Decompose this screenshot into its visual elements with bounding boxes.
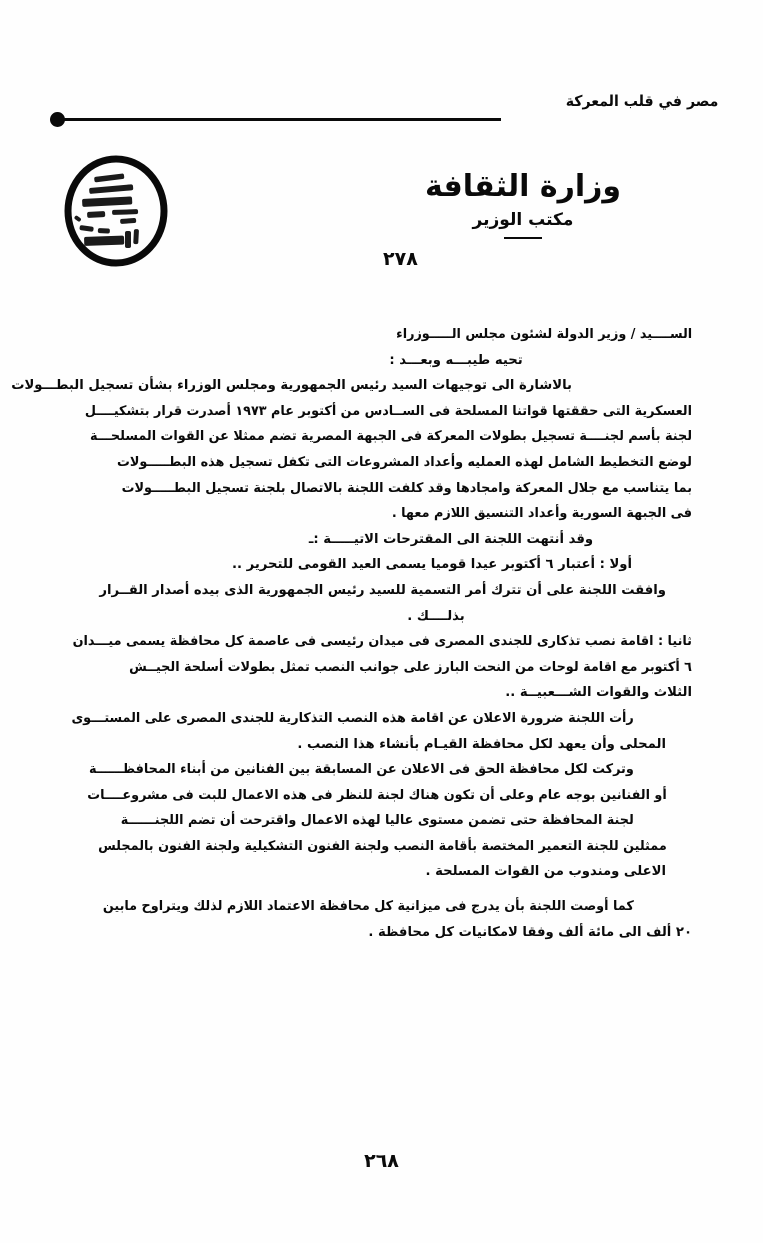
ministry-heading — [373, 168, 673, 239]
body-line: وقد أنتهت اللجنة الى المقترحات الاتيـــــة :ـ — [308, 531, 594, 547]
body-line: بالاشارة الى توجيهات السيد رئيس الجمهورية ومجلس الوزراء بشأن تسجيل البطـــولات — [11, 378, 572, 394]
body-line: لوضع التخطيط الشامل لهذه العمليه وأعداد المشروعات التى تكفل تسجيل هذه البطـــــولات — [117, 454, 693, 470]
body-line: المحلى وأن يعهد لكل محافظة القيـام بأنشاء هذا النصب . — [297, 736, 666, 752]
body-line: بما يتناسب مع جلال المعركة وامجادها وقد كلفت اللجنة بالاتصال بلجنة تسجيل البطـــــولات — [121, 480, 693, 496]
body-line: فى الجبهة السورية وأعداد التنسيق اللازم معها . — [391, 506, 692, 522]
ministry-office: مكتب الوزير — [472, 209, 574, 230]
letter-body — [11, 322, 693, 945]
body-line: ٦ أكتوبر مع اقامة لوحات من النحت البارز على جوانب النصب تمثل بطولات أسلحة الجيــش — [129, 659, 692, 675]
greeting-line: تحيه طيبـــه وبعـــد : — [389, 352, 523, 368]
running-header-title: مصر في قلب المعركة — [565, 92, 718, 110]
document-number: ٢٧٨ — [383, 248, 418, 270]
body-line: لجنة المحافظة حتى تضمن مستوى عاليا لهذه الاعمال واقترحت أن تضم اللجنــــــة — [120, 813, 634, 829]
page-number: ٢٦٨ — [364, 1150, 399, 1172]
body-line: كما أوصت اللجنة بأن يدرج فى ميزانية كل محافظة الاعتماد اللازم لذلك ويتراوح مابين — [102, 899, 634, 915]
running-header — [50, 92, 718, 132]
body-line: رأت اللجنة ضرورة الاعلان عن اقامة هذه النصب التذكارية للجندى المصرى على المستـــوى — [71, 710, 634, 726]
body-line: ممثلين للجنة التعمير المختصة بأقامة النصب ولجنة الفنون التشكيلية ولجنة الفنون بالمجلس — [98, 838, 667, 854]
header-bullet-dot — [50, 112, 65, 127]
body-line: وتركت لكل محافظة الحق فى الاعلان عن المسابقة بين الفنانين من أبناء المحافظــــــة — [89, 762, 634, 778]
body-line: الاعلى ومندوب من القوات المسلحة . — [425, 864, 666, 880]
body-line: الثلاث والقوات الشـــعبيــة .. — [505, 685, 692, 701]
proposal-second-line: ثانيا : اقامة نصب تذكارى للجندى المصرى فى ميدان رئيسى فى عاصمة كل محافظة يسمى ميـــدان — [72, 634, 692, 650]
ministry-name: وزارة الثقافة — [424, 169, 622, 204]
ministry-underline-rule — [504, 237, 542, 240]
proposal-first-line: أولا : أعتبار ٦ أكتوبر عيدا قوميا يسمى العيد القومى للتحرير .. — [232, 557, 632, 573]
body-line: لجنة بأسم لجنــــة تسجيل بطولات المعركة فى الجبهة المصرية تضم ممثلا عن القوات المسلحـــة — [90, 429, 692, 445]
body-line: بذلــــك . — [407, 608, 465, 624]
body-line: أو الفنانين بوجه عام وعلى أن تكون هناك لجنة للنظر فى هذه الاعمال للبت فى مشروعــــات — [87, 787, 667, 803]
body-line: العسكرية التى حققتها قواتنا المسلحة فى الســادس من أكتوبر عام ١٩٧٣ أصدرت قرار بتشكيــــل — [84, 403, 692, 419]
header-rule — [56, 118, 501, 121]
body-line: وافقت اللجنة على أن تترك أمر التسمية للسيد رئيس الجمهورية الذى بيده أصدار القــرار — [99, 582, 666, 598]
official-stamp — [62, 155, 170, 267]
addressee-line: الســــيد / وزير الدولة لشئون مجلس الـــــوزراء — [395, 327, 692, 342]
body-line: ٢٠ ألف الى مائة ألف وفقا لامكانيات كل محافظة . — [368, 924, 692, 940]
